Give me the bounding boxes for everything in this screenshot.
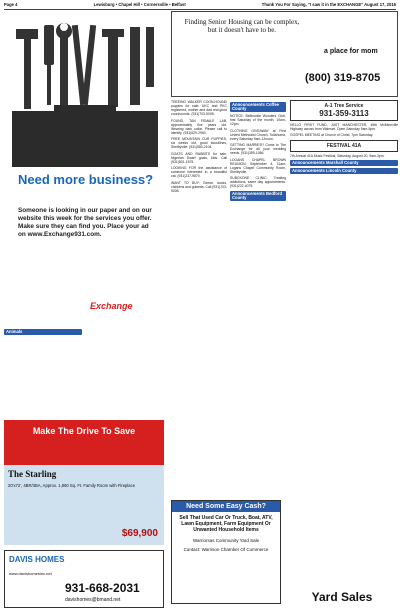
coffee-county-section-head: Announcements Coffee County — [230, 102, 286, 112]
davis-homes-ad — [4, 550, 164, 608]
classified-ad: CLOTHING GIVEAWAY at First United Methodist Church, Tullahoma, every Saturday 9am-12noon. — [230, 128, 286, 141]
starling-name: The Starling — [8, 469, 57, 479]
classified-column-2 — [171, 100, 227, 500]
classified-ad: GETTING MARRIED? Come to The Exchange for all your wedding needs. (931)359-1066. — [230, 143, 286, 156]
tree-service-title: A-1 Tree Service — [324, 103, 364, 109]
festival-ad — [290, 140, 398, 152]
make-the-drive-banner: Make The Drive To Save — [4, 420, 164, 466]
marshall-county-section-head: Announcements Marshall County — [290, 160, 398, 166]
easy-cash-ad — [171, 500, 281, 604]
classified-ad: WANT TO BUY: Geese, ducks, chickens and guineas. Call (931)703-5008. — [171, 180, 227, 193]
easy-cash-line3: Contact: Warrison Chamber Of Commerce — [183, 547, 269, 552]
starling-desc: 20'x72', 4BR/3BA, Approx. 1,860 Sq. Ft. Family Room with Fireplace — [8, 483, 136, 488]
animals-column — [4, 327, 82, 417]
classified-ad: 7th Annual 41A Music Festival, Saturday, August 20, 9am-3pm. — [290, 153, 385, 158]
header-towns: Lewisburg • Chapel Hill • Cornersville • Belfast — [93, 2, 186, 7]
classified-ad: LOGANS CHAPEL BROWN REUNION, September 4, 11am, Logans Chapel Community Room, Shelbyville. — [230, 157, 286, 174]
classified-column-4 — [290, 100, 398, 500]
starling-home-ad — [4, 465, 164, 545]
classified-ad: FREE MOUNTAIN CUR PUPPIES, six weeks old, good bloodlines, Shelbyville. (931)580-2104. — [171, 137, 227, 150]
davis-web[interactable]: www.davishomesinc.net — [9, 571, 52, 576]
lincoln-county-section-head: Announcements Lincoln County — [290, 168, 398, 174]
page-number: Page 4 — [4, 2, 18, 7]
place-for-mom-ad — [171, 11, 398, 97]
classified-ad: FOUND, TAN FEMALE LAB, approximately five years old. Wearing dark collar. Please call to identify. (931)529-2960. — [171, 118, 227, 135]
easy-cash-title: Need Some Easy Cash? — [172, 501, 280, 512]
tree-service-ad — [290, 100, 398, 121]
davis-phone: 931-668-2031 — [65, 581, 140, 595]
classified-ad: NOTICE: Bellbuckle Wonders Club, first Saturday of the month, 10am-12pm. — [230, 114, 286, 127]
tree-service-phone: 931-359-3113 — [319, 109, 369, 118]
page-header — [4, 0, 396, 10]
starling-price: $69,900 — [121, 528, 158, 539]
senior-housing-tagline: Finding Senior Housing can be complex, but it doesn't have to be. — [184, 18, 300, 34]
classified-ad: GOATS AND RABBITS for sale. Nigerian Dwarf goats, kids. Call (931)801-1575. — [171, 151, 227, 164]
davis-name: DAVIS HOMES — [9, 555, 65, 564]
festival-title: FESTIVAL 41A — [326, 142, 362, 149]
classified-ad: SUBOXONE CLINIC: Treating addictions, same day appointments. (931)222-4075. — [230, 176, 286, 189]
tools-illustration — [4, 11, 166, 324]
classified-column-3 — [230, 100, 286, 500]
classified-ad: LOOKING FOR the assistance of someone interested in a beautiful cat. (931)237-9870. — [171, 166, 227, 179]
davis-email[interactable]: davishomes@bmand.net — [65, 597, 121, 603]
bedford-county-section-head: Announcements Bedford County — [230, 191, 286, 201]
easy-cash-line1: Sell That Used Car Or Truck, Boat, ATV, Lawn Equipment, Farm Equipment Or Unwanted Household Items — [179, 515, 273, 533]
promo-body: Someone is looking in our paper and on our website this week for the services you offer. Make sure they can find you. Place your ad on www.Exchange931.com. — [18, 207, 152, 238]
classified-ad: HELLO FIRST FUND, JUST MANCHESTER, 45th McMinnville Highway across from Walmart. Open Saturday 9am-5pm. — [290, 123, 398, 132]
animals-section-head: Animals — [4, 329, 82, 335]
promo-title: Need more business? — [18, 172, 154, 187]
classified-ad: TREEING WALKER COON-HOUND puppies for sale. UKC and PKC registered, mother and dad real good coonhounds. (931)703-5008. — [171, 100, 227, 117]
need-more-business-ad — [4, 11, 166, 324]
classified-ad: GOSPEL MEETING at Church of Christ, 7pm Saturday. — [290, 133, 374, 138]
header-date: Thank You For Saying, "I saw it in the EXCHANGE" August 17, 2016 — [261, 2, 396, 7]
place-for-mom-phone: (800) 319-8705 — [305, 72, 381, 84]
place-for-mom-logo: a place for mom — [324, 48, 378, 55]
yard-sales-heading: Yard Sales — [311, 590, 373, 604]
easy-cash-line2: Warriorsas Community Yard Sale — [192, 538, 260, 543]
exchange-logo: Exchange — [90, 301, 133, 311]
